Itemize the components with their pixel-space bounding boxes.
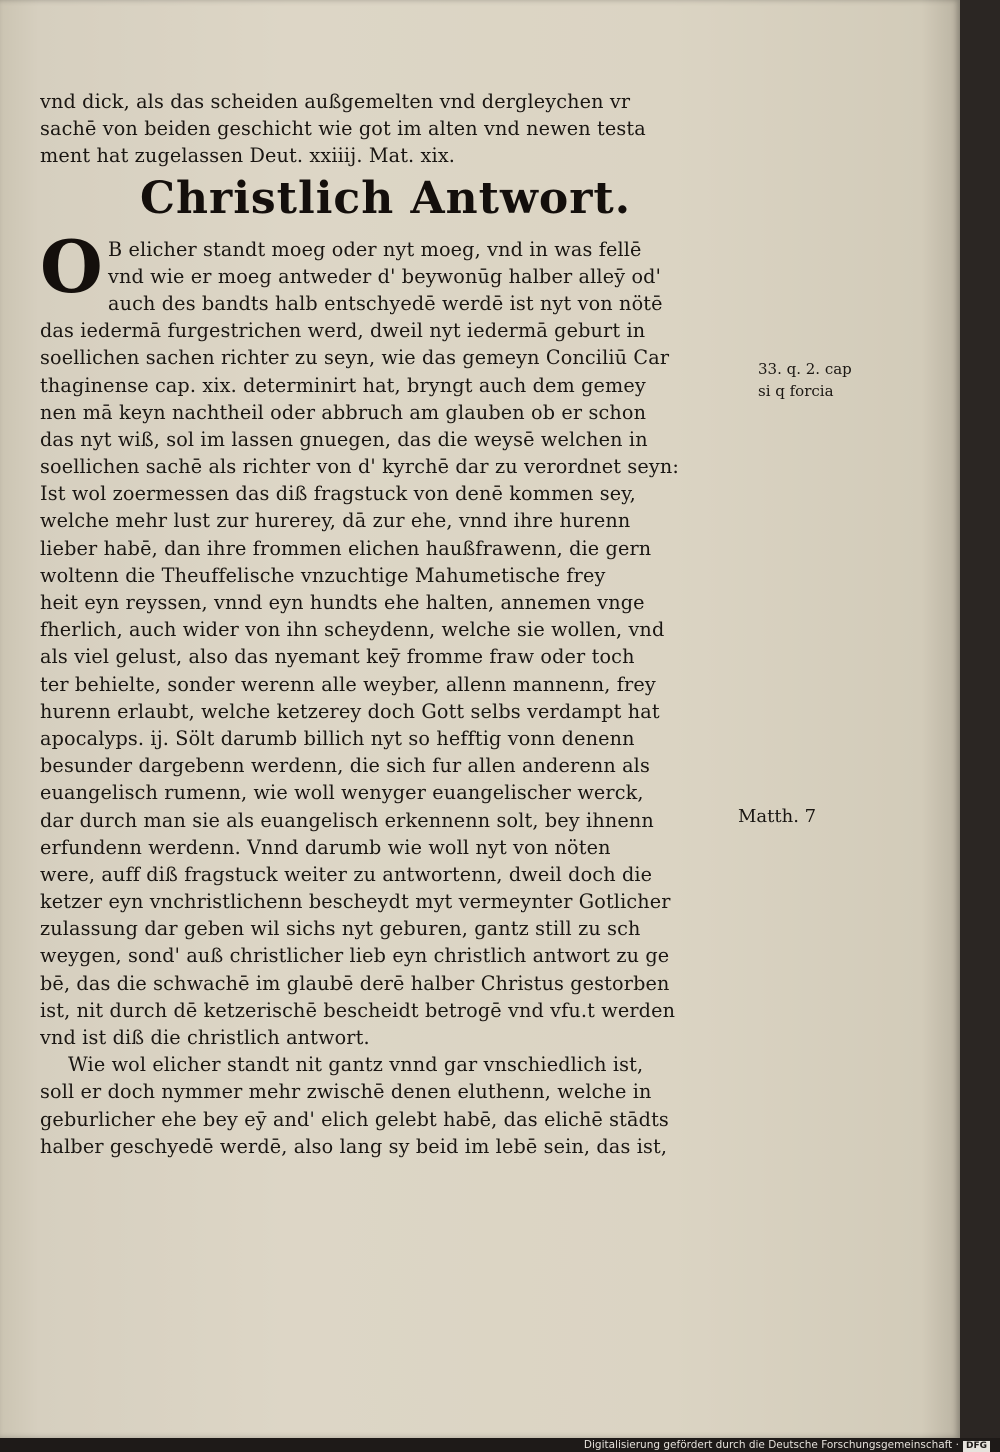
main-text-block <box>40 88 740 1160</box>
text-line: auch des bandts halb entschyedē werdē ist nyt von nötē <box>108 291 663 315</box>
text-line: vnd wie er moeg antweder d' beywonūg halber alleȳ od' <box>108 264 662 288</box>
text-line: fherlich, auch wider von ihn scheydenn, welche sie wollen, vnd <box>40 618 665 642</box>
text-line: ketzer eyn vnchristlichenn bescheydt myt vermeynter Gotlicher <box>40 890 671 914</box>
text-line: vnd ist diß die christlich antwort. <box>40 1026 370 1049</box>
text-line: euangelisch rumenn, wie woll wenyger euangelischer werck, <box>40 781 644 805</box>
text-line: thaginense cap. xix. determinirt hat, bryngt auch dem gemey <box>40 373 646 397</box>
text-line: hurenn erlaubt, welche ketzerey doch Gott selbs verdampt hat <box>40 699 660 723</box>
text-line: vnd dick, als das scheiden außgemelten vnd dergleychen vr <box>40 90 631 113</box>
text-line: zulassung dar geben wil sichs nyt geburen, gantz still zu sch <box>40 917 641 941</box>
text-line: nen mā keyn nachtheil oder abbruch am glauben ob er schon <box>40 400 647 424</box>
text-line: dar durch man sie als euangelisch erkennenn solt, bey ihnenn <box>40 808 654 832</box>
text-line: woltenn die Theuffelische vnzuchtige Mahumetische frey <box>40 563 606 587</box>
margin-note-line: si q forcia <box>758 382 834 400</box>
text-line: sachē von beiden geschicht wie got im alten vnd newen testa <box>40 117 646 141</box>
text-line: ist, nit durch dē ketzerischē bescheidt betrogē vnd vfu.t werden <box>40 998 676 1022</box>
footer-credit <box>584 1438 990 1452</box>
text-line: heit eyn reyssen, vnnd eyn hundts ehe halten, annemen vnge <box>40 591 645 614</box>
margin-note-bible-reference: Matth. 7 <box>738 806 817 827</box>
dfg-logo: DFG <box>963 1441 990 1452</box>
text-line: als viel gelust, also das nyemant keȳ fromme fraw oder toch <box>40 645 635 669</box>
text-line: soellichen sachen richter zu seyn, wie das gemeyn Conciliū Car <box>40 346 670 370</box>
text-line: ment hat zugelassen Deut. xxiiij. Mat. xix. <box>40 144 456 168</box>
text-line: Wie wol elicher standt nit gantz vnnd gar vnschiedlich ist, <box>68 1053 644 1077</box>
text-line: geburlicher ehe bey eȳ and' elich gelebt habē, das elichē stādts <box>40 1107 669 1131</box>
margin-note-canon-reference <box>758 358 852 402</box>
text-line: Ist wol zoermessen das diß fragstuck von denē kommen sey, <box>40 482 636 506</box>
text-line: das iedermā furgestrichen werd, dweil nyt iedermā geburt in <box>40 319 646 343</box>
text-line: erfundenn werdenn. Vnnd darumb wie woll nyt von nöten <box>40 835 611 859</box>
text-line: lieber habē, dan ihre frommen elichen haußfrawenn, die gern <box>40 536 652 560</box>
text-line: welche mehr lust zur hurerey, dā zur ehe, vnnd ihre hurenn <box>40 509 631 533</box>
initial-paragraph <box>40 223 740 318</box>
footer-bar <box>0 1438 1000 1452</box>
text-line: apocalyps. ij. Sölt darumb billich nyt so hefftig vonn denenn <box>40 726 635 750</box>
text-line: das nyt wiß, sol im lassen gnuegen, das die weysē welchen in <box>40 427 648 451</box>
text-line: soellichen sachē als richter von d' kyrchē dar zu verordnet seyn: <box>40 455 679 479</box>
text-line: besunder dargebenn werdenn, die sich fur allen anderenn als <box>40 754 650 778</box>
text-line: bē, das die schwachē im glaubē derē halber Christus gestorben <box>40 971 670 995</box>
text-line: were, auff diß fragstuck weiter zu antwortenn, dweil doch die <box>40 862 653 886</box>
text-line: halber geschyedē werdē, also lang sy beid im lebē sein, das ist, <box>40 1134 668 1158</box>
text-line: B elicher standt moeg oder nyt moeg, vnd in was fellē <box>108 237 642 261</box>
margin-note-line: 33. q. 2. cap <box>758 360 852 378</box>
text-line: weygen, sond' auß christlicher lieb eyn christlich antwort zu ge <box>40 944 670 968</box>
section-heading: Christlich Antwort. <box>140 172 632 224</box>
decorated-initial: O <box>40 223 103 309</box>
text-line: ter behielte, sonder werenn alle weyber, allenn mannenn, frey <box>40 672 656 696</box>
text-line: soll er doch nymmer mehr zwischē denen eluthenn, welche in <box>40 1080 652 1104</box>
footer-credit-text: Digitalisierung gefördert durch die Deutsche Forschungsgemeinschaft · <box>583 1439 959 1451</box>
